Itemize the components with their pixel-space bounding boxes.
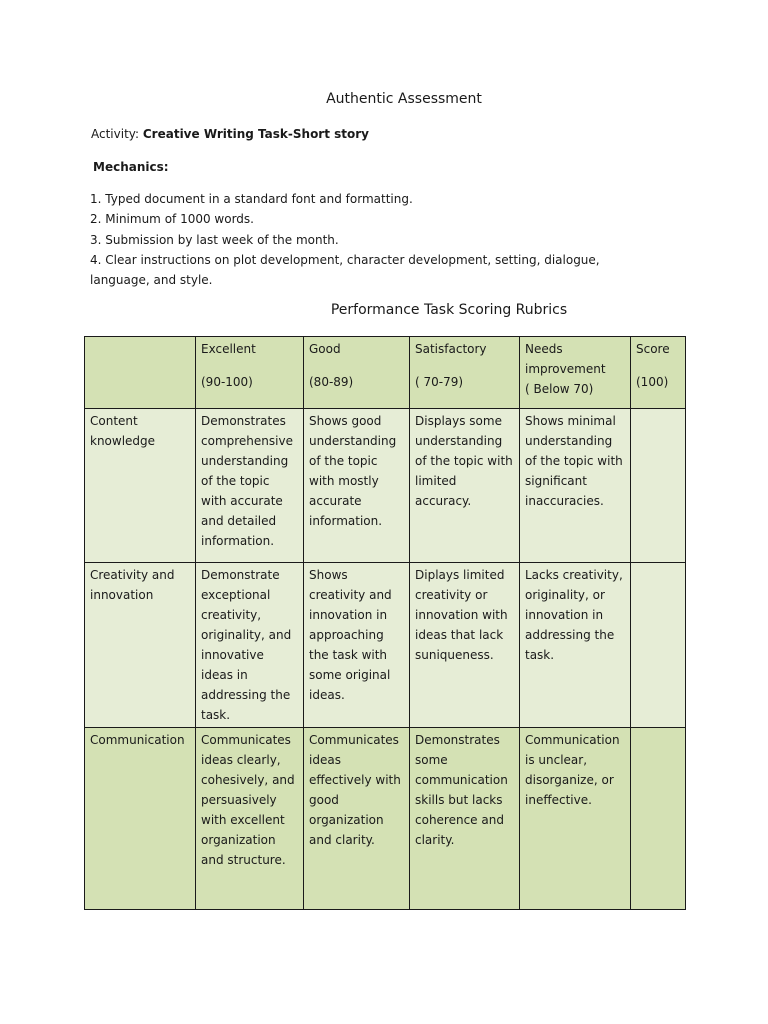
header-range: ( Below 70) [525,382,594,396]
header-label: Needs improvement [525,342,606,376]
criterion-cell: Content knowledge [85,409,196,563]
table-cell: Shows creativity and innovation in approaching the task with some original ideas. [304,563,410,728]
table-cell: Shows good understanding of the topic with mostly accurate information. [304,409,410,563]
header-cell-needs-improvement [520,337,631,409]
table-cell: Communicates ideas effectively with good organization and clarity. [304,728,410,910]
criterion-cell: Communication [85,728,196,910]
rubric-title: Performance Task Scoring Rubrics [330,302,568,318]
table-cell: Displays some understanding of the topic with limited accuracy. [410,409,520,563]
table-cell: Demonstrates comprehensive understanding of the topic with accurate and detailed information. [196,409,304,563]
table-cell: Diplays limited creativity or innovation with ideas that lack suniqueness. [410,563,520,728]
header-range: (80-89) [309,375,354,389]
mechanics-heading: Mechanics: [93,160,169,174]
header-cell-good [304,337,410,409]
table-row [85,409,686,563]
header-cell-score [631,337,686,409]
activity-value: Creative Writing Task-Short story [142,127,370,141]
table-cell: Demonstrate exceptional creativity, originality, and innovative ideas in addressing the task. [196,563,304,728]
table-cell: Communicates ideas clearly, cohesively, and persuasively with excellent organization and structure. [196,728,304,910]
header-label: Good [309,342,341,356]
table-cell: Communication is unclear, disorganize, or ineffective. [520,728,631,910]
table-row [85,728,686,910]
activity-label: Activity: [91,127,143,141]
mechanics-item: 4. Clear instructions on plot development, character development, setting, dialogue, language, and style. [90,252,600,288]
header-cell [85,337,196,409]
header-range: (100) [636,375,669,389]
table-row [85,563,686,728]
table-cell: Shows minimal understanding of the topic with significant inaccuracies. [520,409,631,563]
table-header-row [85,337,686,409]
score-cell [631,409,686,563]
header-range: (90-100) [201,375,253,389]
header-cell-satisfactory [410,337,520,409]
header-label: Satisfactory [415,342,487,356]
header-label: Score [636,342,670,356]
table-cell: Lacks creativity, originality, or innovation in addressing the task. [520,563,631,728]
document-title: Authentic Assessment [326,91,482,107]
score-cell [631,563,686,728]
score-cell [631,728,686,910]
header-label: Excellent [201,342,256,356]
header-cell-excellent [196,337,304,409]
mechanics-item: 1. Typed document in a standard font and formatting. [90,192,413,206]
mechanics-list [90,189,630,290]
criterion-cell: Creativity and innovation [85,563,196,728]
header-range: ( 70-79) [415,375,464,389]
scoring-rubric-table [84,336,686,910]
mechanics-item: 2. Minimum of 1000 words. [90,212,254,227]
table-cell: Demonstrates some communication skills but lacks coherence and clarity. [410,728,520,910]
mechanics-item: 3. Submission by last week of the month. [90,232,339,247]
activity-line [91,124,369,144]
